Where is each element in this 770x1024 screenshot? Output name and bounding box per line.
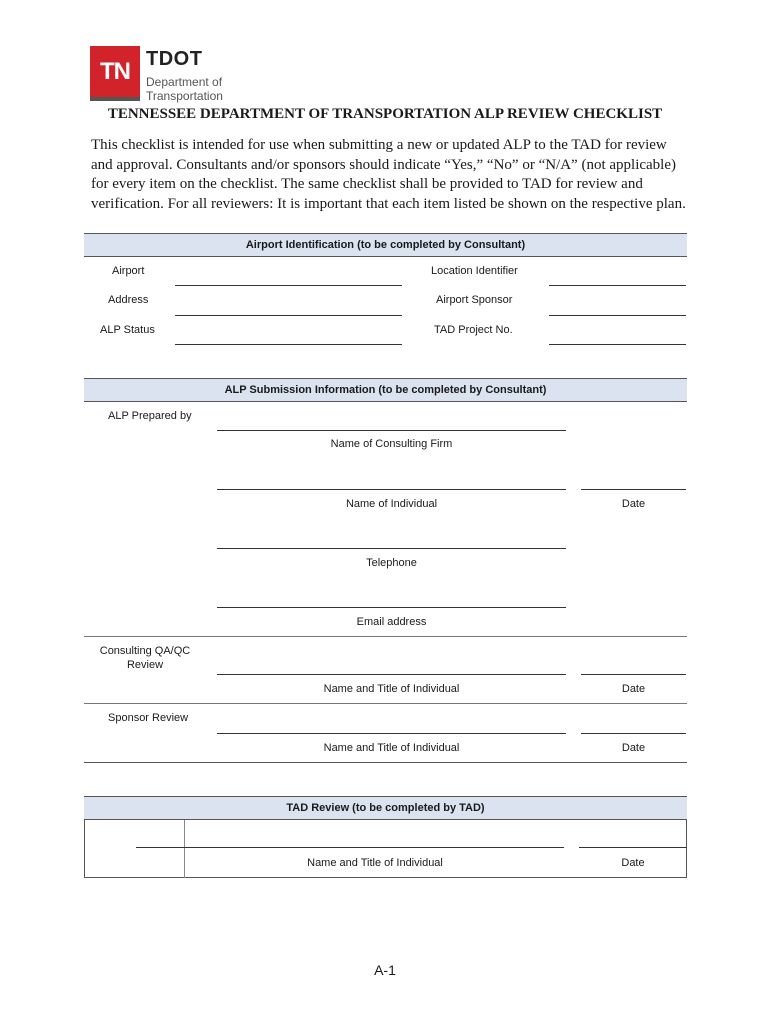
airport-sponsor-label: Airport Sponsor (436, 294, 513, 306)
alp-status-field[interactable] (175, 344, 402, 345)
alp-prepared-by-label: ALP Prepared by (108, 410, 192, 422)
section-bottom-border (84, 762, 687, 763)
airport-sponsor-field[interactable] (549, 315, 686, 316)
tad-review-divider (184, 820, 185, 878)
address-label: Address (108, 294, 149, 306)
tn-logo-mark: TN (90, 46, 140, 98)
individual-name-field[interactable] (217, 489, 566, 490)
email-caption: Email address (356, 616, 427, 628)
airport-label: Airport (112, 265, 145, 277)
alp-submission-header: ALP Submission Information (to be completed by Consultant) (84, 378, 687, 402)
intro-paragraph: This checklist is intended for use when submitting a new or updated ALP to the TAD for review and approval. Consultants and/or sponsors should indicate “Yes,” “No” or “N/A” (not applicable) for every item on the checklist. The same checklist shall be provided to TAD for review and verification. For all reviewers: It is important that each item listed be shown on the respective plan. (91, 137, 686, 212)
tad-reviewer-name-field[interactable] (136, 847, 564, 848)
alp-status-label: ALP Status (100, 324, 155, 336)
tad-review-date-caption: Date (621, 857, 645, 869)
submission-date-field[interactable] (581, 489, 686, 490)
qaqc-date-caption: Date (621, 683, 646, 695)
tad-review-header: TAD Review (to be completed by TAD) (84, 796, 687, 820)
location-identifier-field[interactable] (549, 285, 686, 286)
tdot-wordmark: TDOT (146, 48, 203, 70)
telephone-caption: Telephone (366, 557, 417, 569)
tad-project-no-field[interactable] (549, 344, 686, 345)
section-divider (84, 703, 687, 704)
qaqc-name-field[interactable] (217, 674, 566, 675)
qaqc-review-label-line1: Consulting QA/QC (99, 645, 191, 657)
telephone-field[interactable] (217, 548, 566, 549)
qaqc-review-label-line2: Review (126, 659, 164, 671)
logo-subtitle-line1: Department of (146, 75, 223, 89)
airport-field[interactable] (175, 285, 402, 286)
page-title: TENNESSEE DEPARTMENT OF TRANSPORTATION ALP REVIEW CHECKLIST (107, 106, 663, 122)
sponsor-name-caption: Name and Title of Individual (323, 742, 460, 754)
consulting-firm-field[interactable] (217, 430, 566, 431)
individual-name-caption: Name of Individual (345, 498, 438, 510)
page-number: A-1 (374, 962, 396, 978)
logo-underline (90, 97, 140, 101)
tad-project-no-label: TAD Project No. (434, 324, 513, 336)
sponsor-name-field[interactable] (217, 733, 566, 734)
submission-date-caption: Date (621, 498, 646, 510)
sponsor-date-field[interactable] (581, 733, 686, 734)
address-field[interactable] (175, 315, 402, 316)
email-field[interactable] (217, 607, 566, 608)
qaqc-name-caption: Name and Title of Individual (323, 683, 460, 695)
sponsor-date-caption: Date (621, 742, 646, 754)
section-divider (84, 636, 687, 637)
consulting-firm-caption: Name of Consulting Firm (330, 438, 453, 450)
tad-reviewer-name-caption: Name and Title of Individual (307, 857, 443, 869)
tad-review-date-field[interactable] (579, 847, 687, 848)
airport-identification-header: Airport Identification (to be completed by Consultant) (84, 233, 687, 257)
location-identifier-label: Location Identifier (431, 265, 518, 277)
qaqc-date-field[interactable] (581, 674, 686, 675)
sponsor-review-label: Sponsor Review (108, 712, 189, 724)
logo-subtitle-line2: Transportation (146, 89, 223, 103)
